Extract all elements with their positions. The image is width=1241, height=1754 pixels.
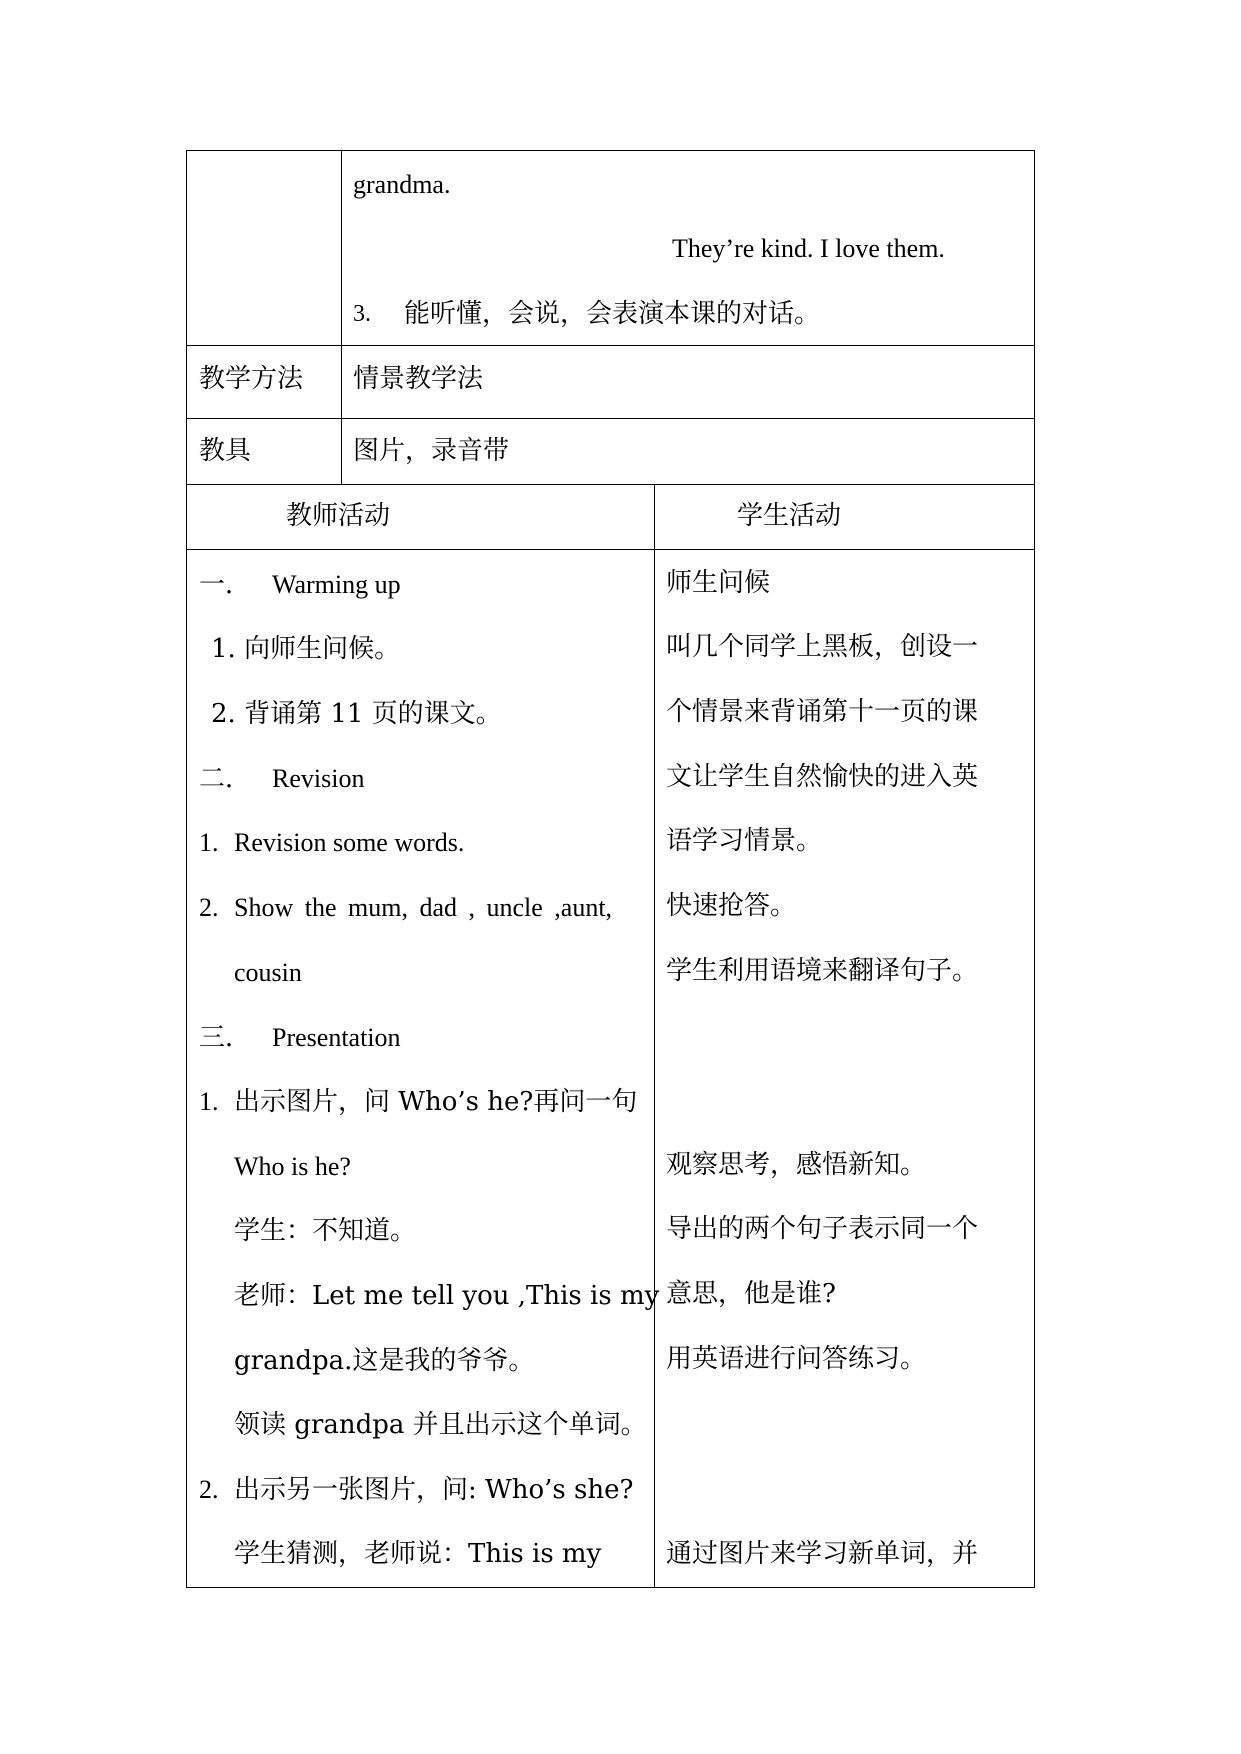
section-3-item-2: 出示另一张图片，问: Who’s she?: [234, 1475, 634, 1505]
section-1-item-1: 1. 向师生问候。: [211, 634, 401, 664]
student-activity-header: 学生活动: [737, 501, 842, 531]
objective-number-3: 3.: [353, 301, 371, 327]
student-line-8: 观察思考，感悟新知。: [666, 1150, 927, 1180]
section-3-item-1-lead-reading: 领读 grandpa 并且出示这个单词。: [234, 1410, 647, 1440]
section-3-number: 三．: [199, 1023, 252, 1053]
student-line-4: 文让学生自然愉快的进入英: [666, 762, 979, 792]
table-border-top: [186, 150, 1035, 151]
student-line-7: 学生利用语境来翻译句子。: [666, 956, 979, 986]
section-3-item-1-question: Who is he?: [234, 1152, 351, 1181]
section-2-item-1: Revision some words.: [234, 828, 465, 857]
row-divider-4: [186, 549, 1035, 550]
student-line-2: 叫几个同学上黑板，创设一: [666, 632, 979, 662]
objective-line-kind: They’re kind. I love them.: [672, 234, 945, 263]
section-3-item-1-teacher-reply: 老师：Let me tell you ,This is my: [234, 1281, 660, 1311]
student-line-3: 个情景来背诵第十一页的课: [666, 697, 979, 727]
student-line-10: 意思，他是谁?: [666, 1279, 836, 1309]
section-3-item-2-number: 2.: [199, 1475, 219, 1504]
section-2-item-1-number: 1.: [199, 828, 219, 857]
label-column-divider: [341, 150, 342, 485]
table-border-left: [186, 150, 187, 1588]
student-line-5: 语学习情景。: [666, 826, 823, 856]
student-line-11: 用英语进行问答练习。: [666, 1344, 927, 1374]
student-line-12: 通过图片来学习新单词，并: [666, 1539, 979, 1569]
method-value: 情景教学法: [353, 364, 484, 394]
section-3-item-1-student-reply: 学生：不知道。: [234, 1216, 417, 1246]
section-3-item-1-grandpa: grandpa.这是我的爷爷。: [234, 1346, 535, 1376]
tools-value: 图片，录音带: [353, 436, 510, 466]
section-1-title: Warming up: [272, 570, 401, 599]
section-3-item-1: 出示图片，问 Who’s he?再问一句: [234, 1087, 638, 1117]
section-3-item-2-guess: 学生猜测，老师说：This is my: [234, 1539, 602, 1569]
section-2-title: Revision: [272, 764, 365, 793]
section-3-item-1-number: 1.: [199, 1087, 219, 1116]
row-divider-2: [186, 418, 1035, 419]
section-2-item-2-continued: cousin: [234, 958, 302, 987]
section-1-number: 一．: [199, 570, 252, 600]
objective-line-dialogue: 能听懂，会说，会表演本课的对话。: [404, 299, 821, 329]
student-line-1: 师生问候: [666, 568, 771, 598]
section-2-item-2-number: 2.: [199, 893, 219, 922]
tools-label: 教具: [199, 436, 252, 466]
table-border-right: [1034, 150, 1035, 1588]
row-divider-1: [186, 345, 1035, 346]
table-border-bottom: [186, 1587, 1035, 1588]
row-divider-3: [186, 484, 1035, 485]
student-line-6: 快速抢答。: [666, 891, 797, 921]
section-1-item-2: 2. 背诵第 11 页的课文。: [211, 699, 502, 729]
activity-column-divider: [654, 484, 655, 1588]
method-label: 教学方法: [199, 364, 304, 394]
student-line-9: 导出的两个句子表示同一个: [666, 1214, 979, 1244]
section-2-item-2: Show the mum, dad , uncle ,aunt,: [234, 893, 613, 922]
teacher-activity-header: 教师活动: [286, 501, 391, 531]
section-2-number: 二．: [199, 764, 252, 794]
objective-line-grandma: grandma.: [353, 170, 451, 199]
section-3-title: Presentation: [272, 1023, 401, 1052]
